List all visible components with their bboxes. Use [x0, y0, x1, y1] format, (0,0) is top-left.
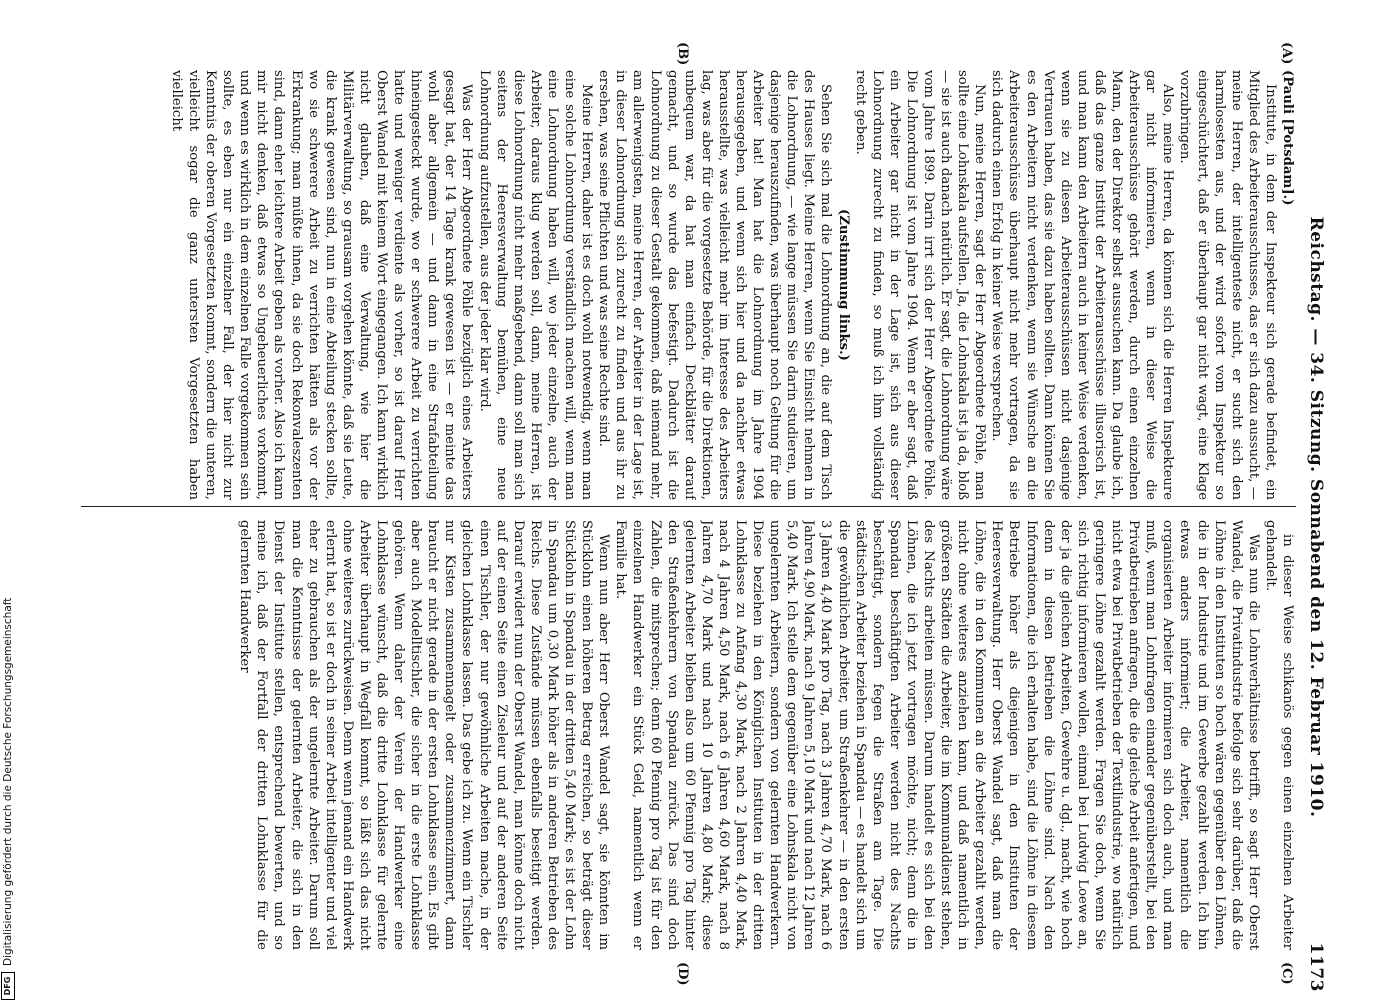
margin-mark-b: (B)	[675, 42, 690, 66]
speaker-name: (Pauli [Potsdam].)	[1280, 70, 1295, 206]
text-column-right	[81, 520, 1296, 950]
paragraph: Was der Herr Abgeordnete Pöhle bezüglich eines Arbeiters gesagt hat, der 14 Tage krank gewesen ist — er meinte das wohl aber allgemein — und dann in eine Strafabteilung hineingesteckt wurde, wo er schwerere Arbeit zu verrichten hatte und weniger verdiente als vorher, so ist darauf Herr Oberst Wandel mit keinem Wort eingegangen. Ich kann wirklich nicht glauben, daß eine Verwaltung, wie hier die Militärverwaltung, so grausam vorgehen könnte, daß sie Leute, die krank gewesen sind, nun in eine Abteilung stecken sollte, wo sie schwerere Arbeit zu verrichten hätten als vor der Erkrankung; man müßte ihnen, da sie doch Rekonvaleszenten sind, dann eher leichtere Arbeit geben als vorher. Also ich kann mir nicht denken, daß etwas so Ungeheuerliches vorkommt, und wenn es wirklich in dem einzelnen Falle vorgekommen sein sollte, es eben nur ein einzelner Fall, der hier nicht zur Kenntnis der oberen Vorgesetzten kommt, sondern die unteren, vielleicht sogar die ganz untersten Vorgesetzten haben vielleicht	[168, 70, 475, 500]
paragraph: Nun, meine Herren, sagt der Herr Abgeordnete Pöhle, man sollte eine Lohnskala aufstellen. Ja, die Lohnskala ist ja da, bloß — sie ist auch danach natürlich. Er sagt, die Lohnordnung wäre vom Jahre 1899. Darin irrt sich der Herr Abgeordnete Pöhle. Die Lohnordnung ist vom Jahre 1904. Wenn er aber sagt, daß ein Arbeiter gar nicht in der Lage ist, sich aus dieser Lohnordnung zurecht zu finden, so muß ich ihm vollständig recht geben.	[852, 70, 988, 500]
paragraph: Sehen Sie sich mal die Lohnordnung an, die auf dem Tisch des Hauses liegt. Meine Herren, wenn Sie Einsicht nehmen in die Lohnordnung, — wie lange müssen Sie darin studieren, um dasjenige herauszufinden, was überhaupt noch Geltung für die Arbeiter hat! Man hat die Lohnordnung im Jahre 1904 herausgegeben, und wenn sich hier und da nachher etwas herausstellte, was vielleicht mehr im Interesse des Arbeiters lag, was aber für die vorgesetzte Behörde, für die Direktionen, unbequem war, da hat man einfach Deckblätter darauf gemacht, und so wurde das befestigt. Dadurch ist die Lohnordnung zu dieser Gestalt gekommen, daß niemand mehr, am allerwenigsten, meine Herren, der Arbeiter in der Lage ist, in dieser Lohnordnung sich zurecht zu finden und aus ihr zu ersehen, was seine Pflichten und was seine Rechte sind.	[596, 70, 834, 500]
page-number: 1173	[1306, 942, 1326, 992]
margin-mark-a: (A)	[1279, 42, 1294, 65]
paragraph: Also, meine Herren, da können sich die Herren Inspekteure gar nicht informieren, wenn in dieser Weise die Arbeiterausschüsse gehört werden, durch einen einzelnen Mann, den der Direktor selbst aussuchen kann. Da glaube ich, daß das ganze Institut der Arbeiterausschüsse illusorisch ist, und man kann den Arbeitern auch in keiner Weise verdenken, wenn sie zu diesen Arbeiterausschüssen nicht dasjenige Vertrauen haben, das sie dazu haben sollten. Dann können Sie es den Arbeitern nicht verdenken, wenn sie Wünsche an die Arbeiterausschüsse überhaupt nicht mehr vortragen, da sie sich dadurch einen Erfolg in keiner Weise versprechen.	[989, 70, 1176, 500]
paragraph: Meine Herren, daher ist es doch wohl notwendig, wenn man eine solche Lohnordnung verständlich machen will, wenn man eine Lohnordnung haben will, wo jeder einzelne, auch der Arbeiter, daraus klug werden soll, dann, meine Herren, ist diese Lohnordnung nicht mehr maßgebend, dann soll man sich seitens der Heeresverwaltung bemühen, eine neue Lohnordnung aufzustellen, aus der jeder klar wird.	[476, 70, 595, 500]
paragraph: Wenn nun aber Herr Oberst Wandel sagt, sie könnten im Stücklohn einen höheren Betrag erreichen, so beträgt dieser Stücklohn in Spandau in der dritten 5,40 Mark; es ist der Lohn in Spandau um 0,30 Mark höher als in anderen Betrieben des Reichs. Diese Zustände müssen ebenfalls beseitigt werden. Darauf erwidert nun der Oberst Wandel, man könne doch nicht auf der einen Seite einen Ziseleur und auf der anderen Seite einen Tischler, der nur gewöhnliche Arbeiten mache, in der gleichen Lohnklasse lassen. Das gebe ich zu. Wenn ein Tischler nur Kisten zusammennagelt oder zusammenzimmert, dann braucht er nicht gerade in der ersten Lohnklasse sein. Es gibt aber auch Modelltischler, die sicher in die erste Lohnklasse gehören. Wenn daher der Verein der Handwerker eine Lohnklasse wünscht, daß die dritte Lohnklasse für gelernte Arbeiter überhaupt in Wegfall kommt, so läßt sich das nicht ohne weiteres zurückweisen. Denn wenn jemand ein Handwerk erlernt hat, so ist er doch in seiner Arbeit intelligenter und viel eher zu gebrauchen als der ungelernte Arbeiter. Darum soll man die Kenntnisse der gelernten Arbeiter, die sich in den Dienst der Institute stellen, entsprechend bewerten, und so meine ich, daß der Fortfall der dritten Lohnklasse für die gelernten Handwerker	[237, 520, 612, 950]
digitization-footer	[0, 0, 16, 1000]
column-divider	[81, 506, 1296, 507]
rotated-page-content	[70, 42, 1330, 992]
margin-mark-c: (C)	[1279, 962, 1294, 985]
dfg-logo: DFG	[1, 972, 15, 1000]
interjection-note: (Zustimmung links.)	[835, 209, 851, 361]
footer-text: Digitalisierung gefördert durch die Deutsche Forschungsgemeinschaft	[2, 597, 14, 966]
header-title: Reichstag. — 34. Sitzung. Sonnabend den 12. Februar 1910.	[1306, 216, 1326, 818]
paragraph: Was nun die Lohnverhältnisse betrifft, so sagt Herr Oberst Wandel, die Privatindustrie befolge sich sehr darüber, daß die Löhne in den Instituten so hoch wären gegenüber den Löhnen, die in der Industrie und im Gewerbe gezahlt werden. Ich bin etwas anders informiert; die Arbeiter, namentlich die organisierten Arbeiter informieren sich doch auch, und man muß, wenn man Lohnfragen einander gegenüberstellt, bei den Privatbetrieben anfragen, die die gleiche Arbeit anfertigen, und nicht etwa bei Privatbetrieben der Textilindustrie, wo natürlich geringere Löhne gezahlt werden. Fragen Sie doch, wenn Sie sich richtig informieren wollen, einmal bei Ludwig Loewe an, der ja die gleichen Arbeiten, Gewehre u. dgl., macht, wie hoch denn in diesen Betrieben die Löhne sind. Nach den Informationen, die ich erhalten habe, sind die Löhne in diesem Betriebe höher als diejenigen in den Instituten der Heeresverwaltung. Herr Oberst Wandel sagt, daß man die Löhne, die in den Kommunen an die Arbeiter gezahlt werden, nicht ohne weiteres anziehen kann, und daß namentlich in größeren Städten die Arbeiter, die im Kommunaldienst stehen, des Nachts arbeiten müssen. Darum handelt es sich bei den Löhnen, die ich jetzt vortragen möchte, nicht; denn die in Spandau beschäftigten Arbeiter werden nicht des Nachts beschäftigt, sondern fegen die Straßen am Tage. Die städtischen Arbeiter beziehen in Spandau — es handelt sich um die gewöhnlichen Arbeiter, um Straßenkehrer — in den ersten 3 Jahren 4,40 Mark pro Tag, nach 3 Jahren 4,70 Mark, nach 6 Jahren 4,90 Mark, nach 9 Jahren 5,10 Mark und nach 12 Jahren 5,40 Mark. Ich stelle dem gegenüber eine Lohnskala nicht von ungelernten Arbeitern, sondern von gelernten Handwerkern. Diese beziehen in den Königlichen Instituten in der dritten Lohnklasse zu Anfang 4,30 Mark, nach 2 Jahren 4,40 Mark, nach 4 Jahren 4,50 Mark, nach 6 Jahren 4,60 Mark, nach 8 Jahren 4,70 Mark und nach 10 Jahren 4,80 Mark; diese gelernten Arbeiter bleiben also um 60 Pfennig pro Tag hinter den Straßenkehrern von Spandau zurück. Das sind doch Zahlen, die mitsprechen; denn 60 Pfennig pro Tag ist für den einzelnen Handwerker ein Stück Geld, namentlich wenn er Familie hat.	[613, 520, 1261, 950]
paragraph: Institute, in dem der Inspekteur sich gerade befindet, ein Mitglied des Arbeiterausschusses, das er sich dazu aussucht, — meine Herren, der intelligenteste nicht, er sucht sich den harmlosesten aus, und der wird sofort vom Inspekteur so eingeschüchtert, daß er überhaupt gar nicht wagt, eine Klage vorzubringen.	[1177, 70, 1278, 500]
margin-mark-d: (D)	[675, 962, 690, 986]
paragraph: in dieser Weise schikanös gegen einen einzelnen Arbeiter gehandelt.	[1262, 520, 1295, 950]
text-column-left	[81, 70, 1296, 500]
running-header	[1302, 42, 1330, 992]
